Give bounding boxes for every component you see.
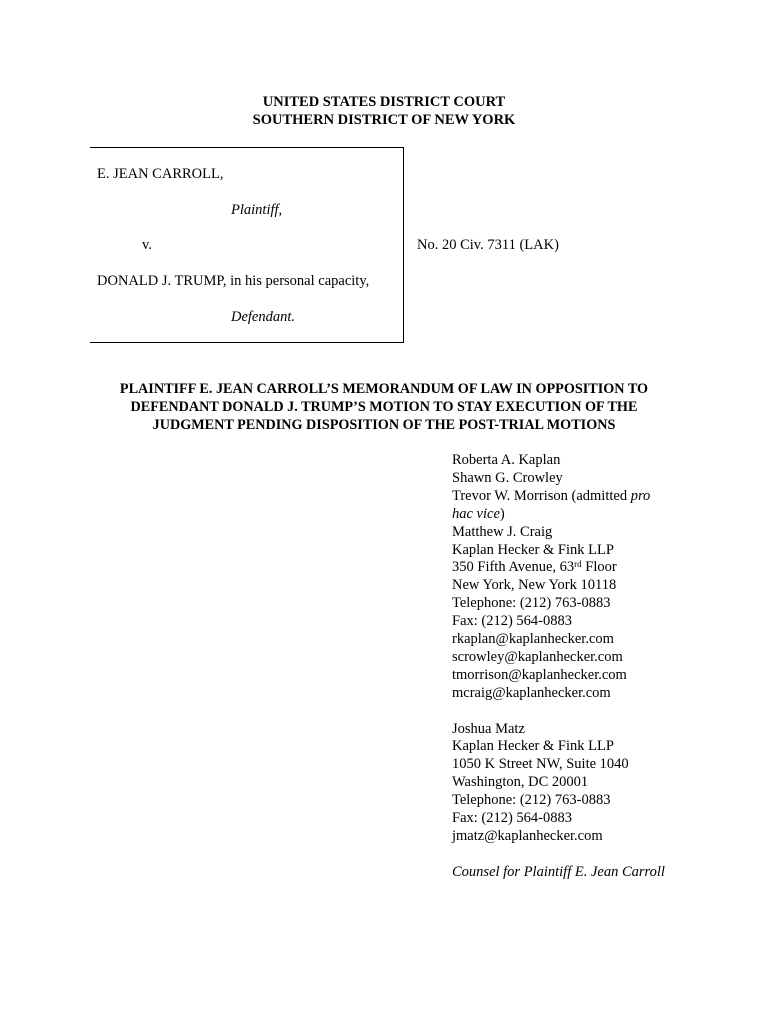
attorney-morrison-cont xyxy=(452,506,752,524)
paren-close: ) xyxy=(499,505,505,522)
plaintiff-name: E. JEAN CARROLL, xyxy=(97,166,224,182)
address-floor: Floor xyxy=(581,559,617,576)
attorney-morrison-text: Trevor W. Morrison (admitted xyxy=(452,487,631,504)
firm-address-dc-line-1: 1050 K Street NW, Suite 1040 xyxy=(452,756,629,773)
court-header xyxy=(0,93,768,129)
firm-telephone: Telephone: (212) 763-0883 xyxy=(452,595,611,612)
firm-name: Kaplan Hecker & Fink LLP xyxy=(452,541,614,558)
firm-address-line-2: New York, New York 10118 xyxy=(452,577,617,594)
title-line-1: PLAINTIFF E. JEAN CARROLL’S MEMORANDUM OF LAW IN OPPOSITION TO xyxy=(119,381,649,397)
firm-address-line-1 xyxy=(452,559,752,577)
hac-vice-text: hac vice xyxy=(452,505,500,522)
address-street: 350 Fifth Avenue, 63 xyxy=(452,559,575,576)
firm-fax: Fax: (212) 564-0883 xyxy=(452,613,573,630)
firm-address-dc-line-2: Washington, DC 20001 xyxy=(452,774,589,791)
firm-fax-2: Fax: (212) 564-0883 xyxy=(452,810,573,827)
block-spacer xyxy=(452,703,752,721)
firm-name-2: Kaplan Hecker & Fink LLP xyxy=(452,738,614,755)
block-spacer-2 xyxy=(452,846,752,864)
title-line-2: DEFENDANT DONALD J. TRUMP’S MOTION TO STAY EXECUTION OF THE xyxy=(130,399,638,415)
attorney-matz: Joshua Matz xyxy=(452,720,525,737)
counsel-for-label: Counsel for Plaintiff E. Jean Carroll xyxy=(452,863,665,880)
email-crowley: scrowley@kaplanhecker.com xyxy=(452,648,623,665)
pro-text: pro xyxy=(630,487,651,504)
defendant-name: DONALD J. TRUMP, in his personal capacity, xyxy=(97,273,370,289)
court-name: UNITED STATES DISTRICT COURT xyxy=(262,94,506,110)
court-district: SOUTHERN DISTRICT OF NEW YORK xyxy=(252,112,516,128)
email-morrison: tmorrison@kaplanhecker.com xyxy=(452,666,627,683)
versus-label: v. xyxy=(142,237,152,253)
email-kaplan: rkaplan@kaplanhecker.com xyxy=(452,631,614,648)
firm-telephone-2: Telephone: (212) 763-0883 xyxy=(452,792,611,809)
email-craig: mcraig@kaplanhecker.com xyxy=(452,684,611,701)
ordinal-suffix: rd xyxy=(574,559,582,570)
attorney-crowley: Shawn G. Crowley xyxy=(452,469,563,486)
plaintiff-role: Plaintiff, xyxy=(231,202,283,218)
email-matz: jmatz@kaplanhecker.com xyxy=(452,828,603,845)
counsel-signature-block xyxy=(452,452,752,882)
attorney-morrison xyxy=(452,488,752,506)
attorney-craig: Matthew J. Craig xyxy=(452,523,553,540)
title-line-3: JUDGMENT PENDING DISPOSITION OF THE POST-TRIAL MOTIONS xyxy=(152,417,616,433)
document-title xyxy=(0,380,768,434)
case-number: No. 20 Civ. 7311 (LAK) xyxy=(417,237,559,253)
attorney-kaplan: Roberta A. Kaplan xyxy=(452,452,561,468)
defendant-role: Defendant. xyxy=(231,309,296,325)
